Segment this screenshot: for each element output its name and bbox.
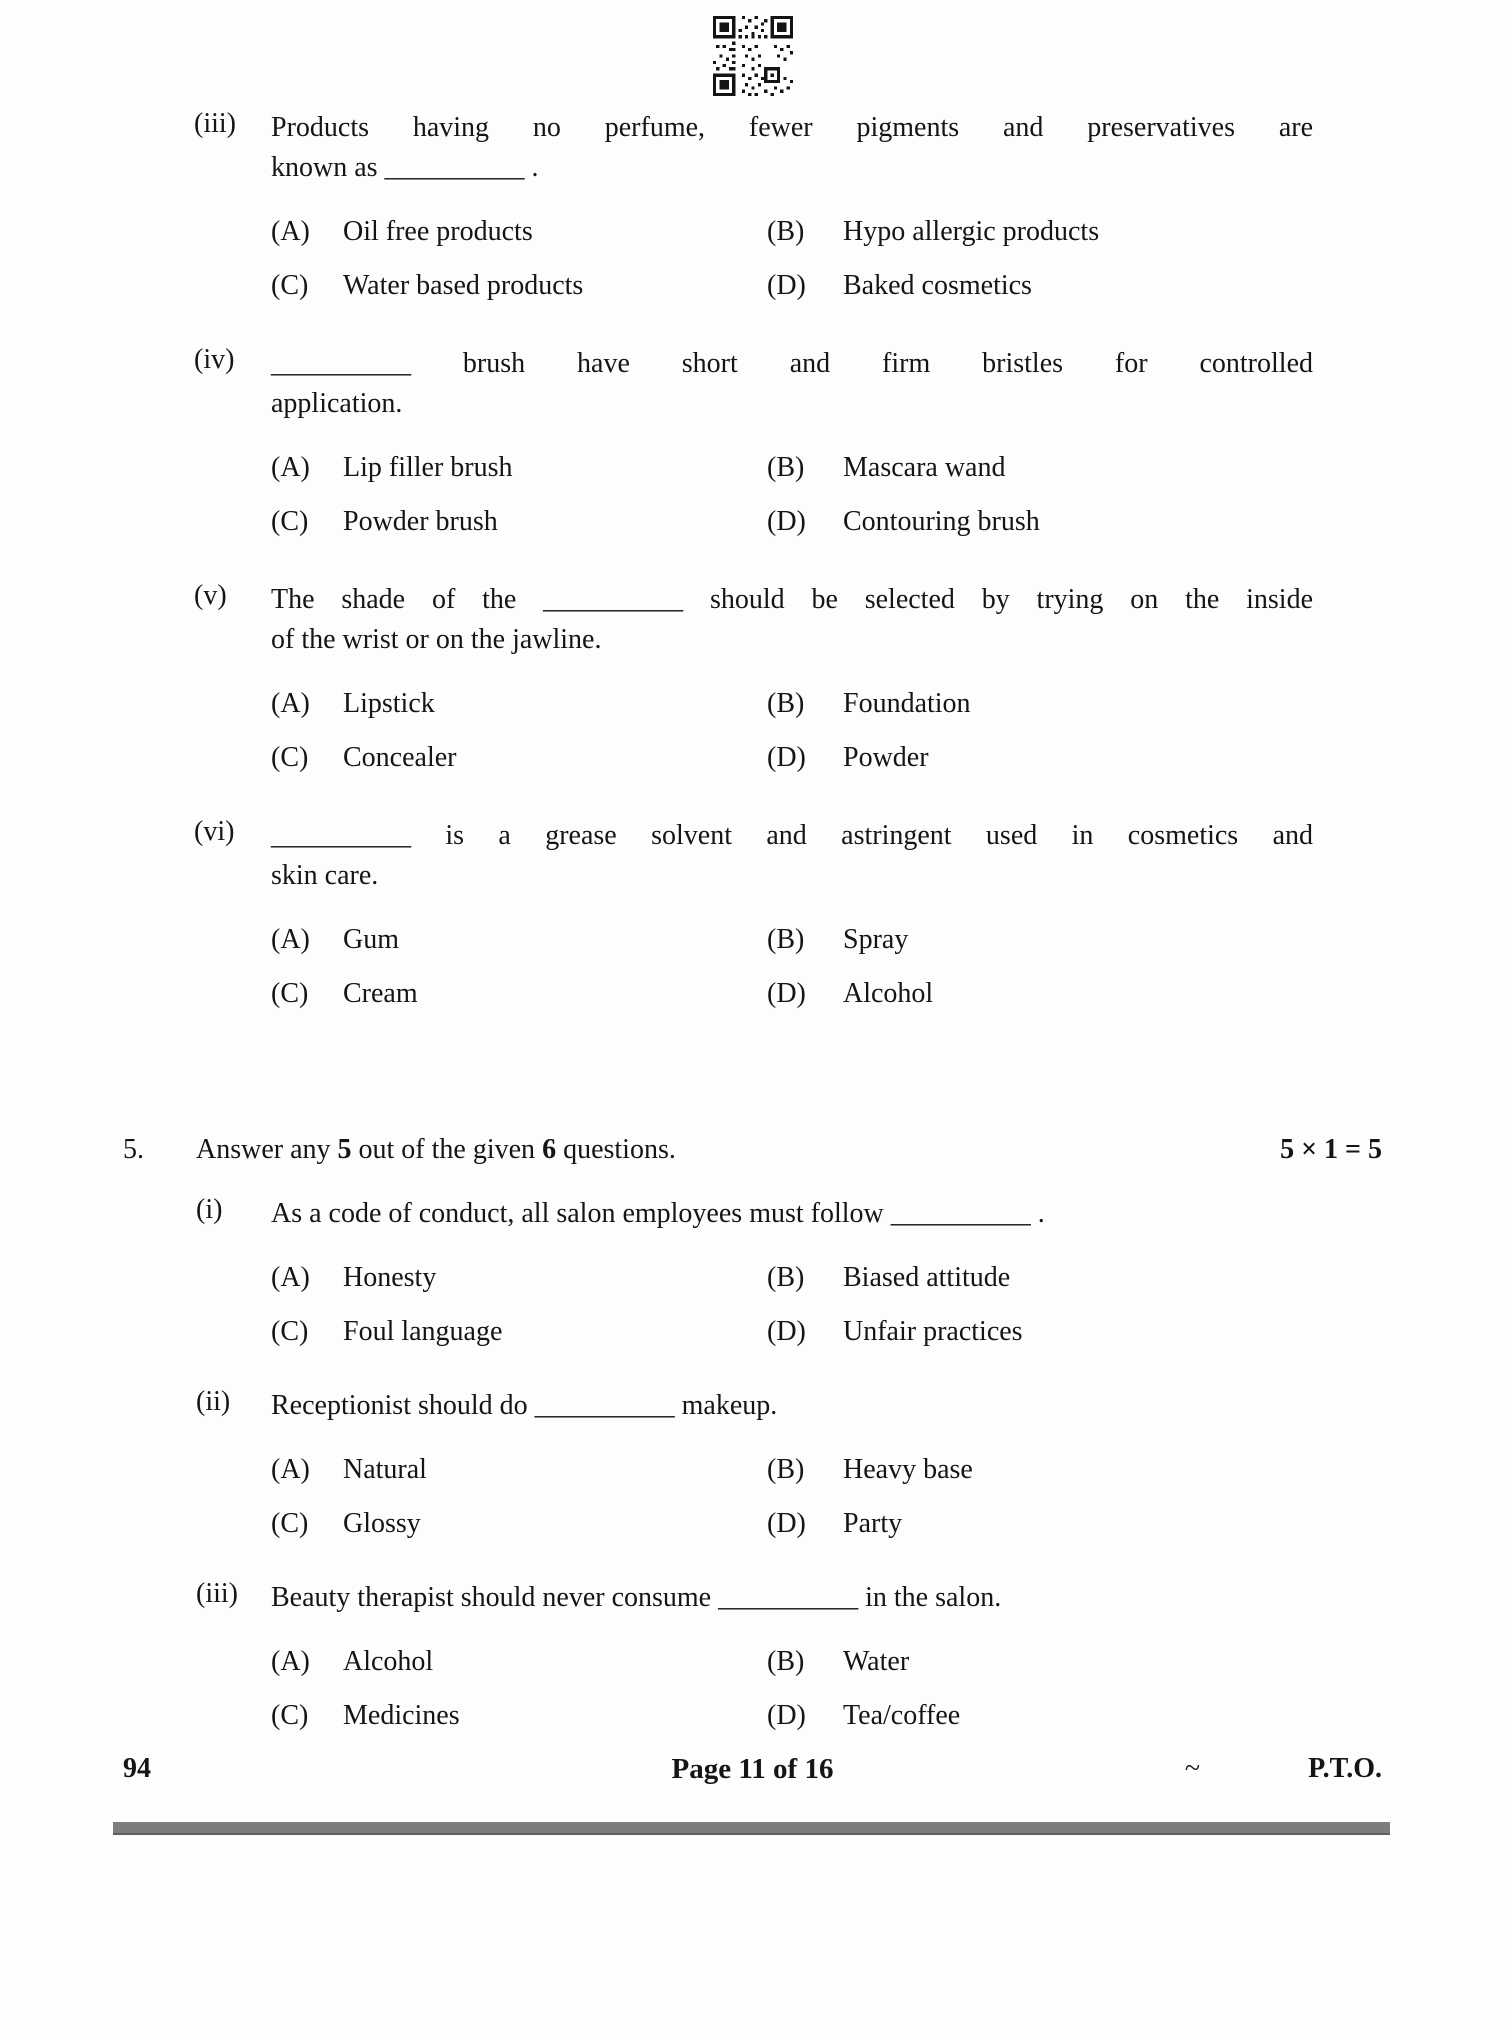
option-text: Cream: [343, 978, 418, 1009]
option-text: Powder: [843, 742, 929, 773]
option-text: Lipstick: [343, 688, 435, 719]
option-text: Foul language: [343, 1316, 503, 1347]
question-line: application.: [271, 388, 403, 419]
option-text: Hypo allergic products: [843, 216, 1100, 247]
options: [271, 1258, 1382, 1352]
page-indicator: Page 11 of 16: [671, 1753, 834, 1785]
question: [194, 580, 1313, 778]
option-letter: (C): [271, 1316, 309, 1347]
question-line: known as __________ .: [271, 152, 539, 183]
option-text: Contouring brush: [843, 506, 1040, 537]
option-letter: (D): [767, 1700, 806, 1731]
paper-code: 94: [123, 1753, 151, 1784]
question-body: [271, 344, 1313, 542]
question-line: __________ is a grease solvent and astringent used in cosmetics and: [271, 820, 1313, 851]
question-body: [271, 580, 1313, 778]
option-letter: (B): [767, 216, 805, 247]
option-letter: (A): [271, 1646, 310, 1677]
question-text: [271, 1386, 1382, 1426]
question-line: Products having no perfume, fewer pigments and preservatives are: [271, 112, 1313, 143]
option-text: Natural: [343, 1454, 427, 1485]
question-text: [271, 816, 1313, 896]
options: [271, 448, 1313, 542]
question-line: skin care.: [271, 860, 379, 891]
options: [271, 920, 1313, 1014]
option-text: Foundation: [843, 688, 971, 719]
option-letter: (C): [271, 1700, 309, 1731]
option-text: Powder brush: [343, 506, 498, 537]
question-5-number: 5.: [123, 1134, 144, 1165]
option-letter: (C): [271, 506, 309, 537]
question-text: [271, 580, 1313, 660]
option-text: Water based products: [343, 270, 584, 301]
option-letter: (B): [767, 924, 805, 955]
question-number: (i): [196, 1194, 223, 1225]
option-text: Alcohol: [343, 1646, 434, 1677]
option-letter: (B): [767, 1262, 805, 1293]
question-line: __________ brush have short and firm bristles for controlled: [271, 348, 1313, 379]
question-text: [271, 344, 1313, 424]
title-text: out of the given: [351, 1134, 543, 1165]
option-letter: (C): [271, 978, 309, 1009]
pto-label: P.T.O.: [1308, 1753, 1382, 1784]
option-text: Honesty: [343, 1262, 437, 1293]
question-number: (ii): [196, 1386, 231, 1417]
qr-code-graphic: [713, 16, 793, 96]
option-letter: (B): [767, 452, 805, 483]
option-text: Baked cosmetics: [843, 270, 1032, 301]
option-letter: (B): [767, 688, 805, 719]
option-letter: (A): [271, 1454, 310, 1485]
option-letter: (B): [767, 1454, 805, 1485]
question-body: [271, 1578, 1382, 1736]
option-text: Oil free products: [343, 216, 533, 247]
option-text: Spray: [843, 924, 909, 955]
option-text: Water: [843, 1646, 910, 1677]
question-number: (iii): [196, 1578, 238, 1609]
qr-code: [713, 16, 793, 96]
question-body: [271, 1194, 1382, 1352]
title-text: questions.: [556, 1134, 676, 1165]
option-letter: (A): [271, 924, 310, 955]
bottom-divider-bar: [113, 1822, 1390, 1835]
options: [271, 1642, 1382, 1736]
option-letter: (C): [271, 742, 309, 773]
option-letter: (D): [767, 1316, 806, 1347]
question-number: (vi): [194, 816, 235, 847]
question-5-header: [123, 1130, 1382, 1170]
question-number: (v): [194, 580, 227, 611]
page-footer: [123, 1748, 1382, 1790]
section-4-subquestions: [194, 108, 1313, 1052]
options: [271, 684, 1313, 778]
option-text: Glossy: [343, 1508, 421, 1539]
title-bold-total: 6: [542, 1134, 557, 1165]
question-line: The shade of the __________ should be selected by trying on the inside: [271, 584, 1313, 615]
option-text: Tea/coffee: [843, 1700, 961, 1731]
options: [271, 212, 1313, 306]
question-body: [271, 1386, 1382, 1544]
question: [194, 108, 1313, 306]
option-letter: (B): [767, 1646, 805, 1677]
question-body: [271, 108, 1313, 306]
options: [271, 1450, 1382, 1544]
title-text: Answer any: [196, 1134, 338, 1165]
option-letter: (A): [271, 1262, 310, 1293]
question-line: As a code of conduct, all salon employees must follow __________ .: [271, 1198, 1045, 1229]
question-text: [271, 108, 1313, 188]
option-letter: (D): [767, 742, 806, 773]
option-text: Concealer: [343, 742, 457, 773]
question: [196, 1578, 1382, 1736]
question-number: (iii): [194, 108, 236, 139]
option-text: Biased attitude: [843, 1262, 1011, 1293]
option-letter: (D): [767, 978, 806, 1009]
option-text: Alcohol: [843, 978, 934, 1009]
marks-scheme: 5 × 1 = 5: [1280, 1134, 1382, 1165]
question-line: of the wrist or on the jawline.: [271, 624, 602, 655]
title-bold-count: 5: [337, 1134, 352, 1165]
question: [194, 816, 1313, 1014]
option-letter: (A): [271, 688, 310, 719]
option-text: Medicines: [343, 1700, 460, 1731]
question-5-title: [196, 1130, 1382, 1170]
question: [196, 1386, 1382, 1544]
question-line: Receptionist should do __________ makeup.: [271, 1390, 778, 1421]
option-letter: (D): [767, 270, 806, 301]
question: [194, 344, 1313, 542]
option-text: Lip filler brush: [343, 452, 513, 483]
option-letter: (A): [271, 216, 310, 247]
option-letter: (C): [271, 1508, 309, 1539]
option-text: Heavy base: [843, 1454, 973, 1485]
option-letter: (A): [271, 452, 310, 483]
question-line: Beauty therapist should never consume __________ in the salon.: [271, 1582, 1002, 1613]
question: [196, 1194, 1382, 1352]
question-text: [271, 1194, 1382, 1234]
option-text: Mascara wand: [843, 452, 1006, 483]
section-question-5: [123, 1130, 1382, 1770]
option-letter: (C): [271, 270, 309, 301]
option-text: Party: [843, 1508, 903, 1539]
question-text: [271, 1578, 1382, 1618]
option-text: Gum: [343, 924, 399, 955]
option-letter: (D): [767, 506, 806, 537]
question-number: (iv): [194, 344, 235, 375]
option-letter: (D): [767, 1508, 806, 1539]
tilde-mark: ~: [1184, 1753, 1200, 1784]
question-body: [271, 816, 1313, 1014]
option-text: Unfair practices: [843, 1316, 1023, 1347]
